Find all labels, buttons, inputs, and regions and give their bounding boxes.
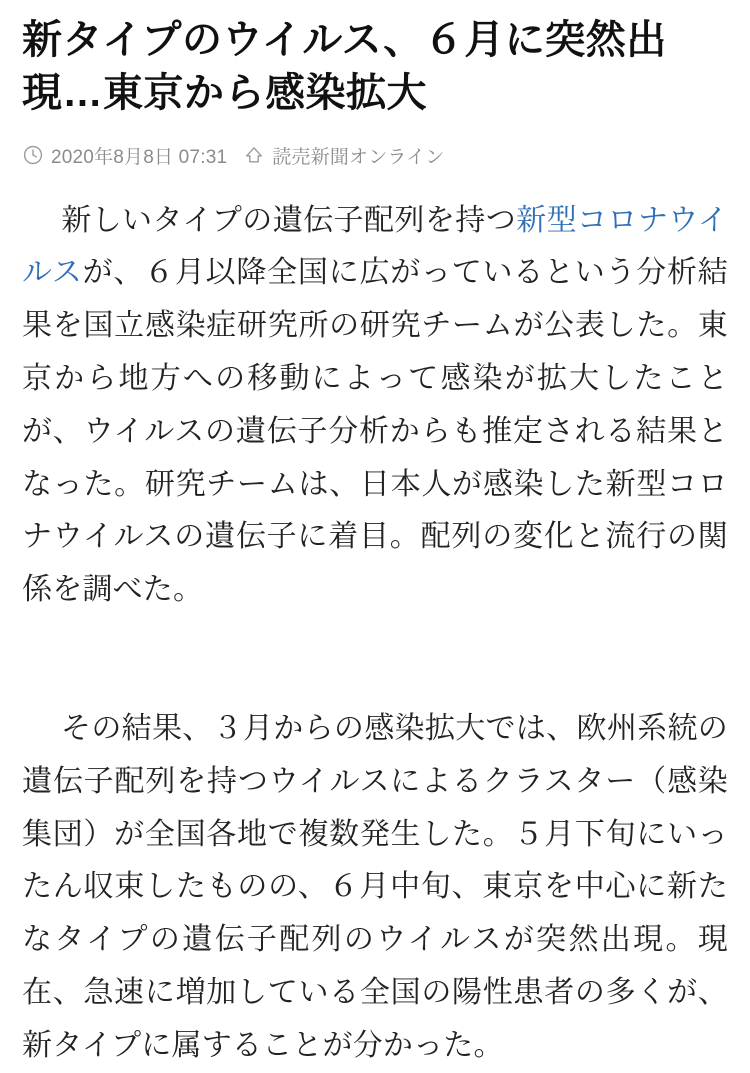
home-icon	[243, 144, 265, 166]
article-body	[22, 195, 728, 1073]
paragraph-1-text-1: 新しいタイプの遺伝子配列を持つ	[61, 203, 517, 237]
paragraph-1-text-2: が、６月以降全国に広がっているという分析結果を国立感染症研究所の研究チームが公表した。東京から地方への移動によって感染が拡大したことが、ウイルスの遺伝子分析からも推定される結果となった。研究チームは、日本人が感染した新型コロナウイルスの遺伝子に着目。配列の変化と流行の関係を調べた。	[22, 256, 729, 607]
covid19-link[interactable]: 新型コロナウイルス	[22, 203, 729, 290]
article-paragraph-2	[22, 703, 728, 1073]
article-source[interactable]: 読売新聞オンライン	[272, 146, 445, 168]
clock-icon	[22, 144, 44, 166]
article-paragraph-1	[22, 195, 728, 617]
article-meta	[22, 142, 728, 169]
article-timestamp: 2020年8月8日 07:31	[51, 146, 228, 168]
article-container	[0, 14, 750, 1073]
paragraph-2-text-1: その結果、３月からの感染拡大では、欧州系統の遺伝子配列を持つウイルスによるクラスター（感染集団）が全国各地で複数発生した。５月下旬にいったん収束したものの、６月中旬、東京を中心に新たなタイプの遺伝子配列のウイルスが突然出現。現在、急速に増加している全国の陽性患者の多くが、新タイプに属することが分かった。	[22, 711, 728, 1062]
page-title: 新タイプのウイルス、６月に突然出現…東京から感染拡大	[22, 18, 667, 115]
